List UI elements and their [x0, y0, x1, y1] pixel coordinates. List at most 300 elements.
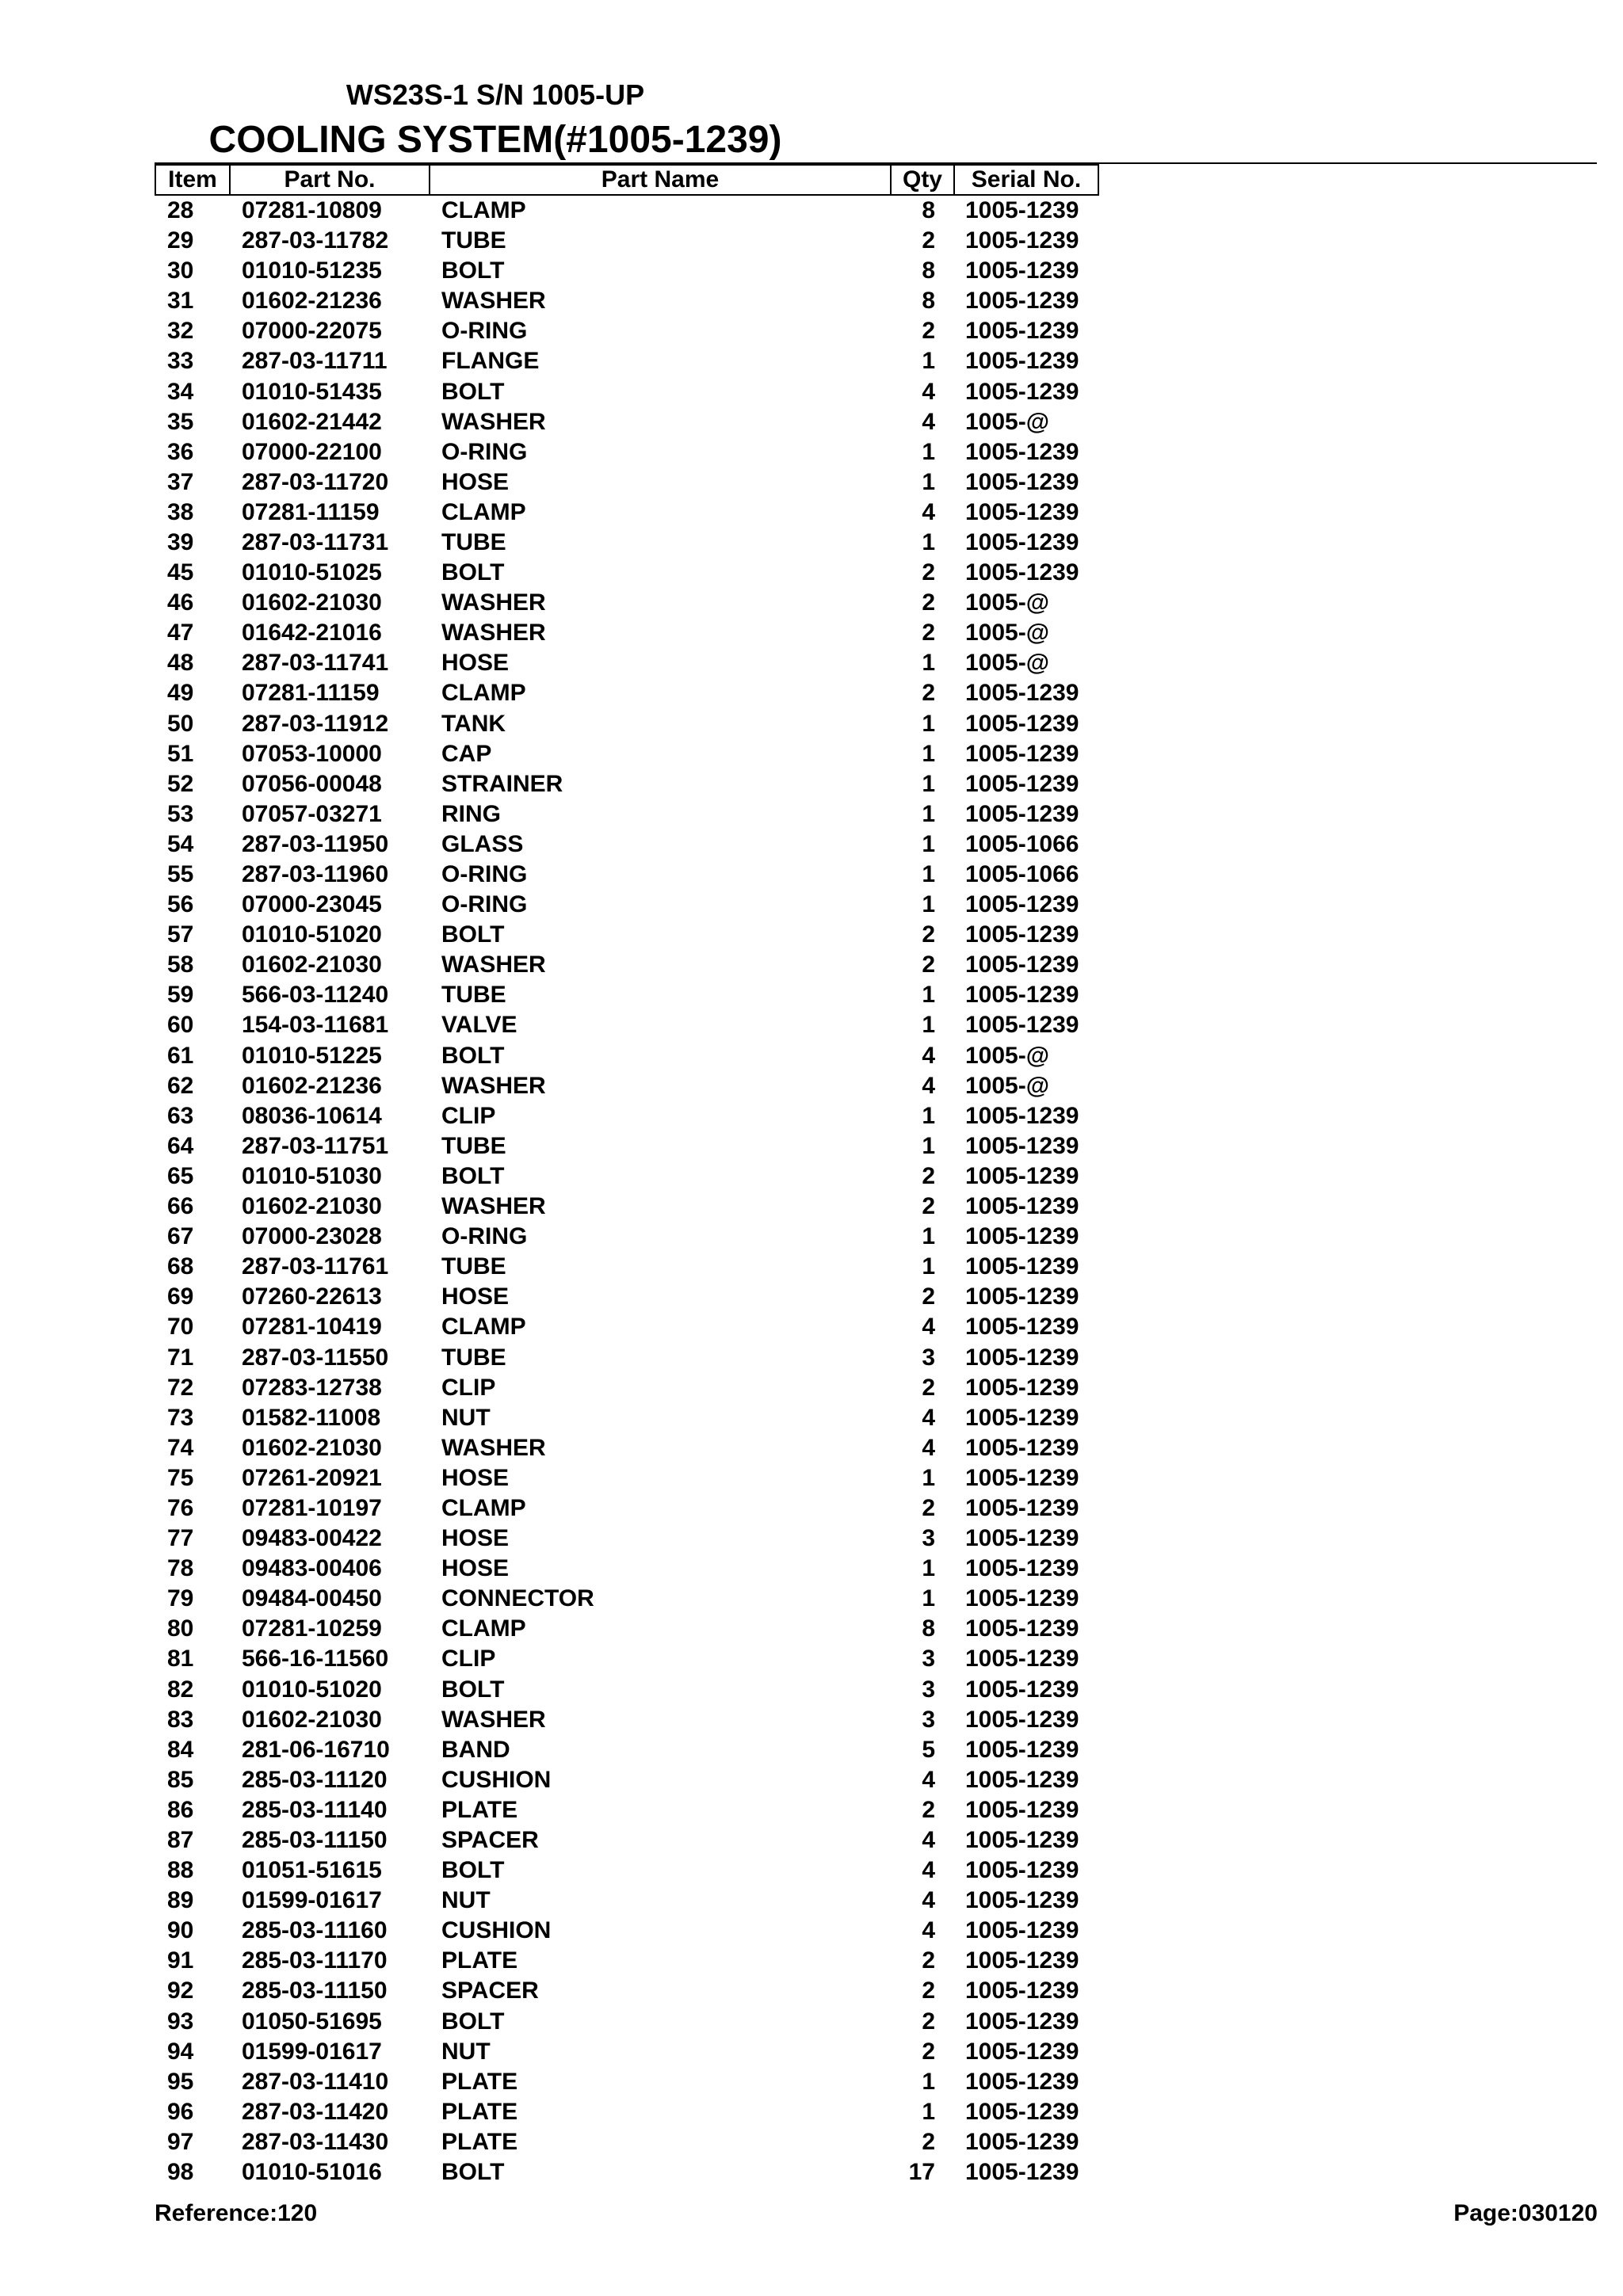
serial-number: 1005-1239: [965, 1193, 1079, 1220]
table-row: [155, 709, 1098, 739]
item-number: 76: [167, 1494, 194, 1521]
quantity: 1: [922, 1132, 935, 1159]
part-name: CUSHION: [441, 1766, 552, 1793]
table-row: [155, 2157, 1098, 2187]
item-number: 60: [167, 1012, 194, 1039]
table-row: [155, 407, 1098, 437]
table-row: [155, 950, 1098, 980]
quantity: 4: [922, 1314, 935, 1341]
part-name: STRAINER: [441, 770, 563, 797]
part-number: 285-03-11160: [242, 1917, 388, 1944]
part-number: 287-03-11761: [242, 1253, 389, 1280]
item-number: 45: [167, 559, 194, 586]
serial-number: 1005-1239: [965, 770, 1079, 797]
part-name: RING: [441, 800, 501, 827]
quantity: 4: [922, 1404, 935, 1431]
quantity: 1: [922, 1012, 935, 1039]
part-number: 287-03-11731: [242, 528, 389, 555]
item-number: 33: [167, 348, 194, 375]
serial-number: 1005-1239: [965, 348, 1079, 375]
part-number: 01010-51435: [242, 378, 382, 405]
table-row: [155, 256, 1098, 286]
quantity: 2: [922, 1947, 935, 1974]
part-number: 07000-23045: [242, 891, 382, 918]
item-number: 66: [167, 1193, 194, 1220]
item-number: 29: [167, 227, 194, 254]
serial-number: 1005-1239: [965, 498, 1079, 525]
serial-number: 1005-1239: [965, 1857, 1079, 1884]
part-name: BOLT: [441, 1857, 505, 1884]
part-number: 287-03-11420: [242, 2098, 389, 2125]
quantity: 17: [908, 2159, 935, 2186]
table-row: [155, 739, 1098, 769]
item-number: 88: [167, 1857, 194, 1884]
quantity: 1: [922, 348, 935, 375]
part-number: 285-03-11150: [242, 1978, 388, 2004]
table-row: [155, 1463, 1098, 1493]
table-row: [155, 558, 1098, 588]
part-number: 01051-51615: [242, 1857, 382, 1884]
serial-number: 1005-1239: [965, 288, 1079, 315]
serial-number: 1005-1239: [965, 378, 1079, 405]
quantity: 3: [922, 1525, 935, 1552]
table-row: [155, 769, 1098, 799]
item-number: 98: [167, 2159, 194, 2186]
serial-number: 1005-1239: [965, 1585, 1079, 1612]
serial-number: 1005-1239: [965, 680, 1079, 707]
quantity: 2: [922, 559, 935, 586]
part-number: 287-03-11751: [242, 1132, 389, 1159]
serial-number: 1005-@: [965, 620, 1049, 646]
table-row: [155, 1524, 1098, 1554]
item-number: 50: [167, 710, 194, 737]
part-name: BOLT: [441, 2159, 505, 2186]
serial-number: 1005-1239: [965, 1917, 1079, 1944]
quantity: 2: [922, 227, 935, 254]
table-row: [155, 1795, 1098, 1825]
part-number: 09484-00450: [242, 1585, 382, 1612]
item-number: 91: [167, 1947, 194, 1974]
table-row: [155, 2067, 1098, 2097]
quantity: 2: [922, 318, 935, 345]
part-number: 285-03-11170: [242, 1947, 388, 1974]
serial-number: 1005-1239: [965, 2159, 1079, 2186]
part-name: PLATE: [441, 2128, 518, 2155]
part-number: 01010-51020: [242, 1676, 382, 1703]
serial-number: 1005-1239: [965, 1494, 1079, 1521]
item-number: 61: [167, 1042, 194, 1069]
part-name: BOLT: [441, 257, 505, 284]
item-number: 92: [167, 1978, 194, 2004]
serial-number: 1005-1239: [965, 1102, 1079, 1129]
part-number: 07283-12738: [242, 1374, 382, 1401]
item-number: 47: [167, 620, 194, 646]
part-name: CUSHION: [441, 1917, 552, 1944]
table-row: [155, 226, 1098, 256]
part-number: 01010-51020: [242, 921, 382, 948]
serial-number: 1005-1239: [965, 2098, 1079, 2125]
serial-number: 1005-1239: [965, 952, 1079, 978]
serial-number: 1005-1239: [965, 1766, 1079, 1793]
table-row: [155, 2007, 1098, 2037]
part-number: 287-03-11782: [242, 227, 389, 254]
part-number: 07053-10000: [242, 740, 382, 767]
table-row: [155, 286, 1098, 316]
quantity: 2: [922, 1193, 935, 1220]
part-number: 01602-21442: [242, 408, 382, 435]
item-number: 51: [167, 740, 194, 767]
quantity: 8: [922, 257, 935, 284]
quantity: 1: [922, 2068, 935, 2095]
table-row: [155, 799, 1098, 830]
item-number: 32: [167, 318, 194, 345]
quantity: 4: [922, 1072, 935, 1099]
quantity: 4: [922, 498, 935, 525]
item-number: 36: [167, 438, 194, 465]
quantity: 2: [922, 1978, 935, 2004]
part-name: BOLT: [441, 1042, 505, 1069]
quantity: 3: [922, 1676, 935, 1703]
item-number: 79: [167, 1585, 194, 1612]
serial-number: 1005-@: [965, 408, 1049, 435]
serial-number: 1005-1239: [965, 1344, 1079, 1371]
part-number: 287-03-11960: [242, 861, 389, 888]
parts-table-body: [155, 195, 1098, 2187]
part-number: 287-03-11720: [242, 468, 389, 495]
part-name: TANK: [441, 710, 506, 737]
quantity: 1: [922, 1102, 935, 1129]
serial-number: 1005-1239: [965, 318, 1079, 345]
item-number: 55: [167, 861, 194, 888]
quantity: 1: [922, 830, 935, 857]
table-row: [155, 860, 1098, 890]
table-row: [155, 1614, 1098, 1644]
part-number: 01602-21236: [242, 1072, 382, 1099]
serial-number: 1005-1239: [965, 1525, 1079, 1552]
part-name: O-RING: [441, 318, 528, 345]
item-number: 48: [167, 650, 194, 677]
part-name: HOSE: [441, 1283, 510, 1310]
part-number: 01599-01617: [242, 2038, 382, 2065]
serial-number: 1005-1239: [965, 197, 1079, 223]
serial-number: 1005-1239: [965, 1374, 1079, 1401]
table-row: [155, 1433, 1098, 1463]
item-number: 87: [167, 1827, 194, 1854]
column-header-qty: Qty: [891, 165, 954, 195]
table-row: [155, 1765, 1098, 1795]
item-number: 86: [167, 1796, 194, 1823]
serial-number: 1005-1239: [965, 1314, 1079, 1341]
part-name: WASHER: [441, 1706, 546, 1733]
quantity: 1: [922, 800, 935, 827]
item-number: 35: [167, 408, 194, 435]
table-row: [155, 437, 1098, 467]
quantity: 4: [922, 378, 935, 405]
part-name: NUT: [441, 1404, 491, 1431]
table-row: [155, 1041, 1098, 1071]
serial-number: 1005-1239: [965, 1283, 1079, 1310]
part-name: PLATE: [441, 2068, 518, 2095]
serial-number: 1005-1239: [965, 1796, 1079, 1823]
quantity: 2: [922, 1374, 935, 1401]
part-number: 01602-21030: [242, 1193, 382, 1220]
model-subtitle: WS23S-1 S/N 1005-UP: [346, 78, 645, 111]
part-number: 281-06-16710: [242, 1736, 390, 1763]
serial-number: 1005-1239: [965, 1253, 1079, 1280]
quantity: 1: [922, 740, 935, 767]
part-number: 07281-10197: [242, 1494, 382, 1521]
quantity: 1: [922, 770, 935, 797]
part-name: VALVE: [441, 1012, 517, 1039]
item-number: 63: [167, 1102, 194, 1129]
quantity: 1: [922, 891, 935, 918]
serial-number: 1005-1239: [965, 1132, 1079, 1159]
table-row: [155, 346, 1098, 376]
serial-number: 1005-1239: [965, 1978, 1079, 2004]
serial-number: 1005-1239: [965, 1615, 1079, 1642]
table-row: [155, 1916, 1098, 1946]
quantity: 2: [922, 589, 935, 616]
table-row: [155, 1010, 1098, 1040]
part-name: SPACER: [441, 1978, 539, 2004]
serial-number: 1005-1239: [965, 2068, 1079, 2095]
item-number: 34: [167, 378, 194, 405]
item-number: 72: [167, 1374, 194, 1401]
quantity: 8: [922, 197, 935, 223]
part-name: SPACER: [441, 1827, 539, 1854]
part-number: 07281-10259: [242, 1615, 382, 1642]
part-name: WASHER: [441, 620, 546, 646]
part-name: PLATE: [441, 2098, 518, 2125]
quantity: 2: [922, 2038, 935, 2065]
part-number: 287-03-11410: [242, 2068, 389, 2095]
part-name: HOSE: [441, 1464, 510, 1491]
item-number: 80: [167, 1615, 194, 1642]
part-name: HOSE: [441, 650, 510, 677]
serial-number: 1005-1239: [965, 1555, 1079, 1582]
item-number: 75: [167, 1464, 194, 1491]
table-row: [155, 588, 1098, 618]
part-number: 07057-03271: [242, 800, 382, 827]
table-row: [155, 528, 1098, 558]
item-number: 81: [167, 1646, 194, 1672]
part-number: 287-03-11950: [242, 830, 389, 857]
serial-number: 1005-1239: [965, 1646, 1079, 1672]
item-number: 52: [167, 770, 194, 797]
quantity: 1: [922, 1253, 935, 1280]
part-name: CLAMP: [441, 498, 526, 525]
part-name: HOSE: [441, 468, 510, 495]
quantity: 2: [922, 921, 935, 948]
item-number: 96: [167, 2098, 194, 2125]
part-number: 01010-51025: [242, 559, 382, 586]
part-name: O-RING: [441, 438, 528, 465]
item-number: 39: [167, 528, 194, 555]
quantity: 3: [922, 1344, 935, 1371]
part-number: 285-03-11140: [242, 1796, 388, 1823]
part-number: 154-03-11681: [242, 1012, 389, 1039]
part-number: 285-03-11120: [242, 1766, 388, 1793]
table-row: [155, 1493, 1098, 1524]
quantity: 2: [922, 680, 935, 707]
table-row: [155, 467, 1098, 498]
part-number: 09483-00422: [242, 1525, 382, 1552]
part-name: PLATE: [441, 1947, 518, 1974]
part-name: BOLT: [441, 1676, 505, 1703]
part-name: WASHER: [441, 408, 546, 435]
table-row: [155, 1342, 1098, 1372]
item-number: 53: [167, 800, 194, 827]
quantity: 4: [922, 1042, 935, 1069]
item-number: 58: [167, 952, 194, 978]
item-number: 69: [167, 1283, 194, 1310]
serial-number: 1005-1239: [965, 1736, 1079, 1763]
item-number: 82: [167, 1676, 194, 1703]
serial-number: 1005-@: [965, 650, 1049, 677]
column-header-part-no: Part No.: [230, 165, 430, 195]
part-number: 01602-21030: [242, 1706, 382, 1733]
serial-number: 1005-1239: [965, 1827, 1079, 1854]
column-header-part-name: Part Name: [430, 165, 891, 195]
item-number: 28: [167, 197, 194, 223]
page-number: Page:030120: [1453, 2200, 1598, 2226]
item-number: 71: [167, 1344, 194, 1371]
part-name: CLIP: [441, 1646, 496, 1672]
quantity: 4: [922, 1827, 935, 1854]
quantity: 1: [922, 1585, 935, 1612]
serial-number: 1005-1239: [965, 1676, 1079, 1703]
part-name: CONNECTOR: [441, 1585, 594, 1612]
part-number: 01010-51030: [242, 1162, 382, 1189]
quantity: 4: [922, 1887, 935, 1914]
part-name: WASHER: [441, 1434, 546, 1461]
item-number: 49: [167, 680, 194, 707]
item-number: 31: [167, 288, 194, 315]
item-number: 70: [167, 1314, 194, 1341]
part-number: 07260-22613: [242, 1283, 382, 1310]
item-number: 95: [167, 2068, 194, 2095]
part-number: 07000-22100: [242, 438, 382, 465]
part-name: BOLT: [441, 2008, 505, 2035]
serial-number: 1005-1239: [965, 710, 1079, 737]
item-number: 64: [167, 1132, 194, 1159]
serial-number: 1005-1239: [965, 2038, 1079, 2065]
part-name: BOLT: [441, 921, 505, 948]
item-number: 97: [167, 2128, 194, 2155]
table-row: [155, 1554, 1098, 1584]
quantity: 8: [922, 288, 935, 315]
part-number: 01602-21030: [242, 952, 382, 978]
part-number: 287-03-11912: [242, 710, 389, 737]
part-name: TUBE: [441, 1132, 506, 1159]
part-name: BOLT: [441, 378, 505, 405]
part-number: 287-03-11430: [242, 2128, 389, 2155]
serial-number: 1005-@: [965, 1072, 1049, 1099]
table-row: [155, 498, 1098, 528]
item-number: 54: [167, 830, 194, 857]
table-row: [155, 1855, 1098, 1886]
part-name: O-RING: [441, 1223, 528, 1250]
table-row: [155, 1886, 1098, 1916]
serial-number: 1005-1239: [965, 257, 1079, 284]
reference-label: Reference:120: [155, 2200, 318, 2226]
part-number: 287-03-11741: [242, 650, 389, 677]
table-row: [155, 195, 1098, 226]
part-number: 07281-10419: [242, 1314, 382, 1341]
serial-number: 1005-1239: [965, 468, 1079, 495]
parts-table: [155, 164, 1099, 2187]
table-row: [155, 1161, 1098, 1192]
table-row: [155, 1946, 1098, 1976]
item-number: 74: [167, 1434, 194, 1461]
quantity: 2: [922, 1494, 935, 1521]
quantity: 2: [922, 1796, 935, 1823]
part-name: BOLT: [441, 559, 505, 586]
part-name: TUBE: [441, 982, 506, 1009]
table-row: [155, 1252, 1098, 1282]
item-number: 78: [167, 1555, 194, 1582]
quantity: 2: [922, 620, 935, 646]
table-row: [155, 1584, 1098, 1614]
part-number: 07281-11159: [242, 680, 380, 707]
page-title: COOLING SYSTEM(#1005-1239): [208, 119, 782, 161]
item-number: 85: [167, 1766, 194, 1793]
item-number: 37: [167, 468, 194, 495]
quantity: 4: [922, 1917, 935, 1944]
quantity: 1: [922, 2098, 935, 2125]
part-name: PLATE: [441, 1796, 518, 1823]
serial-number: 1005-1239: [965, 1947, 1079, 1974]
table-row: [155, 648, 1098, 678]
part-number: 01602-21236: [242, 288, 382, 315]
part-number: 07281-10809: [242, 197, 382, 223]
table-row: [155, 316, 1098, 346]
serial-number: 1005-1066: [965, 861, 1079, 888]
table-row: [155, 1735, 1098, 1765]
item-number: 68: [167, 1253, 194, 1280]
part-number: 07000-23028: [242, 1223, 382, 1250]
part-name: WASHER: [441, 1193, 546, 1220]
table-row: [155, 1675, 1098, 1705]
serial-number: 1005-1239: [965, 2008, 1079, 2035]
parts-table-header: [155, 165, 1098, 195]
part-name: CLAMP: [441, 1314, 526, 1341]
quantity: 1: [922, 438, 935, 465]
quantity: 8: [922, 1615, 935, 1642]
part-name: FLANGE: [441, 348, 540, 375]
serial-number: 1005-1239: [965, 1464, 1079, 1491]
part-number: 285-03-11150: [242, 1827, 388, 1854]
quantity: 5: [922, 1736, 935, 1763]
part-name: O-RING: [441, 861, 528, 888]
item-number: 56: [167, 891, 194, 918]
table-row: [155, 1644, 1098, 1674]
item-number: 90: [167, 1917, 194, 1944]
serial-number: 1005-1239: [965, 740, 1079, 767]
item-number: 30: [167, 257, 194, 284]
serial-number: 1005-1239: [965, 1887, 1079, 1914]
column-header-serial-no: Serial No.: [954, 165, 1098, 195]
part-name: NUT: [441, 1887, 491, 1914]
part-number: 08036-10614: [242, 1102, 382, 1129]
part-number: 01582-11008: [242, 1404, 381, 1431]
quantity: 1: [922, 528, 935, 555]
serial-number: 1005-@: [965, 589, 1049, 616]
part-name: O-RING: [441, 891, 528, 918]
quantity: 2: [922, 1283, 935, 1310]
quantity: 2: [922, 2128, 935, 2155]
serial-number: 1005-1239: [965, 1404, 1079, 1431]
